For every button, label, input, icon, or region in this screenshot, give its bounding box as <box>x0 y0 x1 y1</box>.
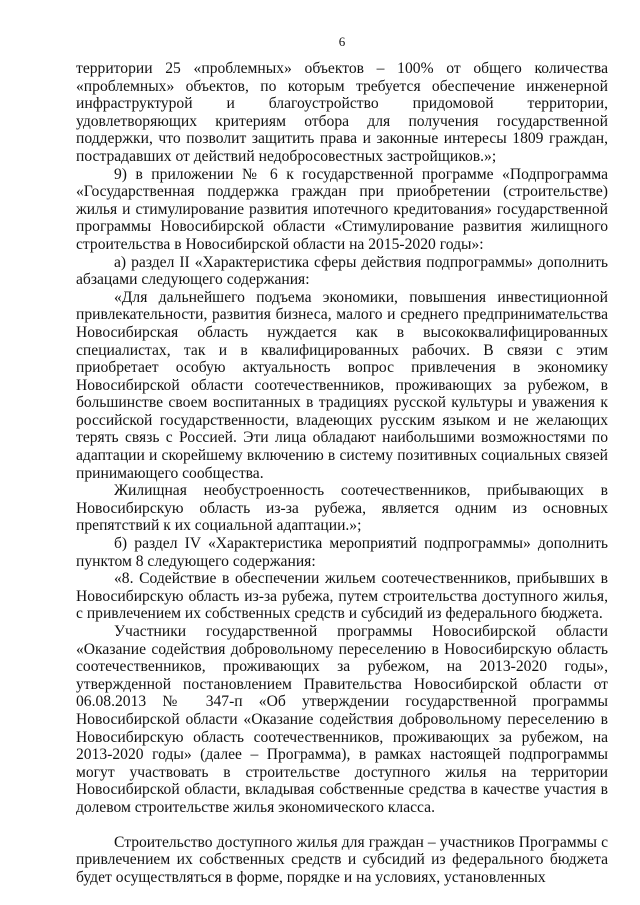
paragraph: Участники государственной программы Новосибирской области «Оказание содействия добровольному переселению в Новосибирскую область соотечественников, проживающих за рубежом, на 2013-2020 годы», утвержденной постановлением Правительства Новосибирской области от 06.08.2013 № 347-п «Об утверждении государственной программы Новосибирской области «Оказание содействия добровольному переселению в Новосибирскую область соотечественников, проживающих за рубежом, на 2013-2020 годы» (далее – Программа), в рамках настоящей подпрограммы могут участвовать в строительстве доступного жилья на территории Новосибирской области, вкладывая собственные средства в качестве участия в долевом строительстве жилья экономического класса. <box>76 623 608 816</box>
paragraph: б) раздел IV «Характеристика мероприятий подпрограммы» дополнить пунктом 8 следующего содержания: <box>76 535 608 570</box>
paragraph: территории 25 «проблемных» объектов – 100% от общего количества «проблемных» объектов, по которым требуется обеспечение инженерной инфраструктурой и благоустройство придомовой территории, удовлетворяющих критериям отбора для получения государственной поддержки, что позволит защитить права и законные интересы 1809 граждан, пострадавших от действий недобросовестных застройщиков.»; <box>76 60 608 165</box>
paragraph: «Для дальнейшего подъема экономики, повышения инвестиционной привлекательности, развития бизнеса, малого и среднего предпринимательства Новосибирская область нуждается как в высококвалифицированных специалистах, так и в квалифицированных рабочих. В связи с этим приобретает особую актуальность вопрос привлечения в экономику Новосибирской области соотечественников, проживающих за рубежом, в большинстве своем воспитанных в традициях русской культуры и уважения к российской государственности, владеющих русским языком и не желающих терять связь с Россией. Эти лица обладают наибольшими возможностями по адаптации и скорейшему включению в систему позитивных социальных связей принимающего сообщества. <box>76 288 608 482</box>
paragraph: а) раздел II «Характеристика сферы действия подпрограммы» дополнить абзацами следующего содержания: <box>76 253 608 289</box>
document-page <box>76 34 608 886</box>
paragraph: Жилищная необустроенность соотечественников, прибывающих в Новосибирскую область из-за рубежа, является одним из основных препятствий к их социальной адаптации.»; <box>76 482 608 535</box>
paragraph: «8. Содействие в обеспечении жильем соотечественников, прибывших в Новосибирскую область из-за рубежа, путем строительства доступного жилья, с привлечением их собственных средств и субсидий из федерального бюджета. <box>76 570 608 623</box>
paragraph: 9) в приложении № 6 к государственной программе «Подпрограмма «Государственная поддержка граждан при приобретении (строительстве) жилья и стимулирование развития ипотечного кредитования» государственной программы Новосибирской области «Стимулирование развития жилищного строительства в Новосибирской области на 2015-2020 годы»: <box>76 165 608 253</box>
page-number: 6 <box>338 34 346 49</box>
paragraph: Строительство доступного жилья для граждан – участников Программы с привлечением их собственных средств и субсидий из федерального бюджета будет осуществляться в форме, порядке и на условиях, установленных <box>76 833 608 886</box>
document-body <box>76 60 608 886</box>
